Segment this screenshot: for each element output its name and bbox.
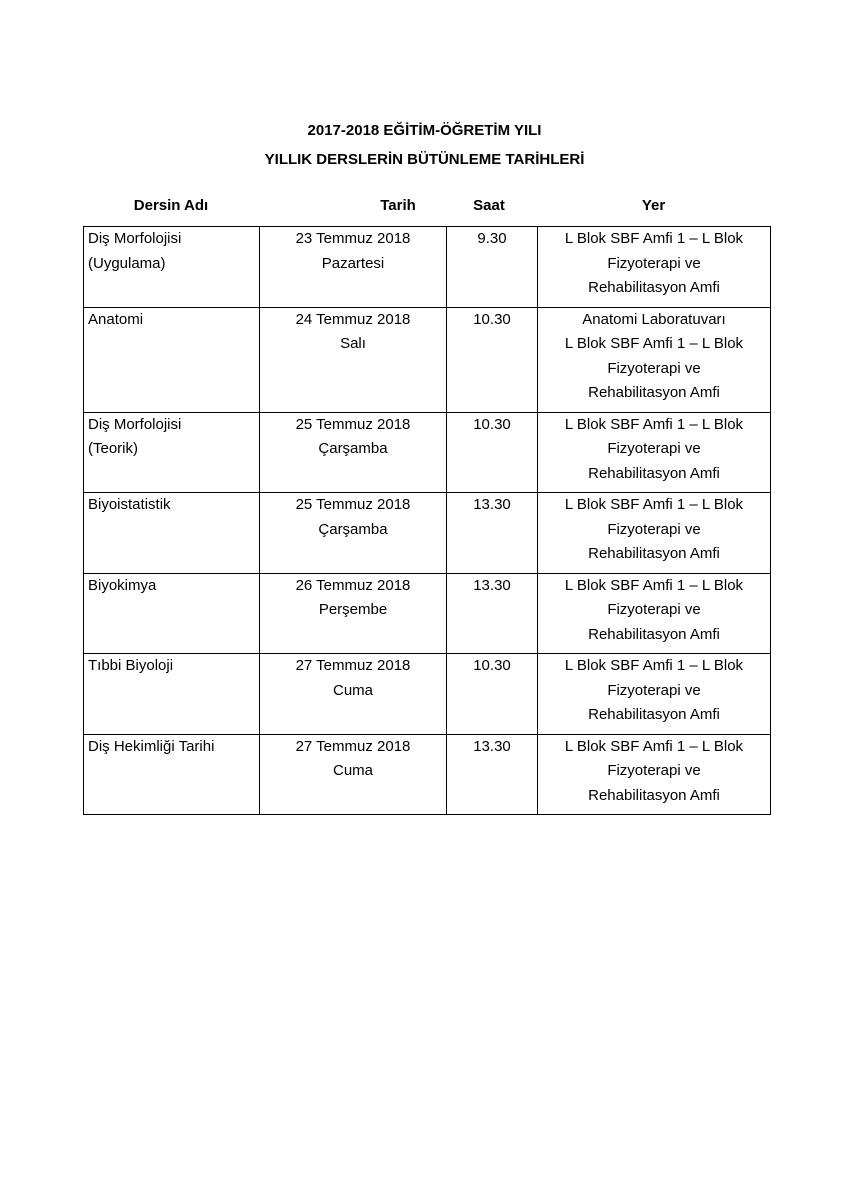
time-cell: 13.30 xyxy=(447,734,538,815)
date-cell: 27 Temmuz 2018 Cuma xyxy=(260,654,447,735)
header-time: Saat xyxy=(473,197,505,214)
course-name-cell: Diş Hekimliği Tarihi xyxy=(84,734,260,815)
place-cell: Anatomi Laboratuvarı L Blok SBF Amfi 1 – L Blok Fizyoterapi ve Rehabilitasyon Amfi xyxy=(538,307,771,412)
place-cell: L Blok SBF Amfi 1 – L Blok Fizyoterapi ve Rehabilitasyon Amfi xyxy=(538,573,771,654)
course-name-cell: Diş Morfolojisi (Uygulama) xyxy=(84,227,260,308)
title-line-2: YILLIK DERSLERİN BÜTÜNLEME TARİHLERİ xyxy=(264,151,585,168)
date-cell: 25 Temmuz 2018 Çarşamba xyxy=(260,412,447,493)
time-cell: 13.30 xyxy=(447,573,538,654)
table-row xyxy=(84,734,771,815)
table-row xyxy=(84,227,771,308)
place-cell: L Blok SBF Amfi 1 – L Blok Fizyoterapi ve Rehabilitasyon Amfi xyxy=(538,412,771,493)
place-cell: L Blok SBF Amfi 1 – L Blok Fizyoterapi ve Rehabilitasyon Amfi xyxy=(538,734,771,815)
place-cell: L Blok SBF Amfi 1 – L Blok Fizyoterapi ve Rehabilitasyon Amfi xyxy=(538,493,771,574)
date-cell: 27 Temmuz 2018 Cuma xyxy=(260,734,447,815)
course-name-cell: Tıbbi Biyoloji xyxy=(84,654,260,735)
place-cell: L Blok SBF Amfi 1 – L Blok Fizyoterapi ve Rehabilitasyon Amfi xyxy=(538,227,771,308)
header-date: Tarih xyxy=(380,197,416,214)
title-line-1: 2017-2018 EĞİTİM-ÖĞRETİM YILI xyxy=(307,122,542,139)
table-row xyxy=(84,654,771,735)
course-name-cell: Biyokimya xyxy=(84,573,260,654)
table-row xyxy=(84,573,771,654)
time-cell: 9.30 xyxy=(447,227,538,308)
date-cell: 25 Temmuz 2018 Çarşamba xyxy=(260,493,447,574)
time-cell: 10.30 xyxy=(447,412,538,493)
time-cell: 13.30 xyxy=(447,493,538,574)
table-row xyxy=(84,493,771,574)
table-header xyxy=(83,197,770,221)
document-title xyxy=(0,116,849,174)
time-cell: 10.30 xyxy=(447,654,538,735)
course-name-cell: Anatomi xyxy=(84,307,260,412)
time-cell: 10.30 xyxy=(447,307,538,412)
date-cell: 24 Temmuz 2018 Salı xyxy=(260,307,447,412)
header-course-name: Dersin Adı xyxy=(133,197,209,214)
date-cell: 23 Temmuz 2018 Pazartesi xyxy=(260,227,447,308)
course-name-cell: Biyoistatistik xyxy=(84,493,260,574)
table-row xyxy=(84,307,771,412)
exam-schedule-table xyxy=(83,226,771,815)
course-name-cell: Diş Morfolojisi (Teorik) xyxy=(84,412,260,493)
table-row xyxy=(84,412,771,493)
date-cell: 26 Temmuz 2018 Perşembe xyxy=(260,573,447,654)
header-place: Yer xyxy=(641,197,666,214)
place-cell: L Blok SBF Amfi 1 – L Blok Fizyoterapi ve Rehabilitasyon Amfi xyxy=(538,654,771,735)
